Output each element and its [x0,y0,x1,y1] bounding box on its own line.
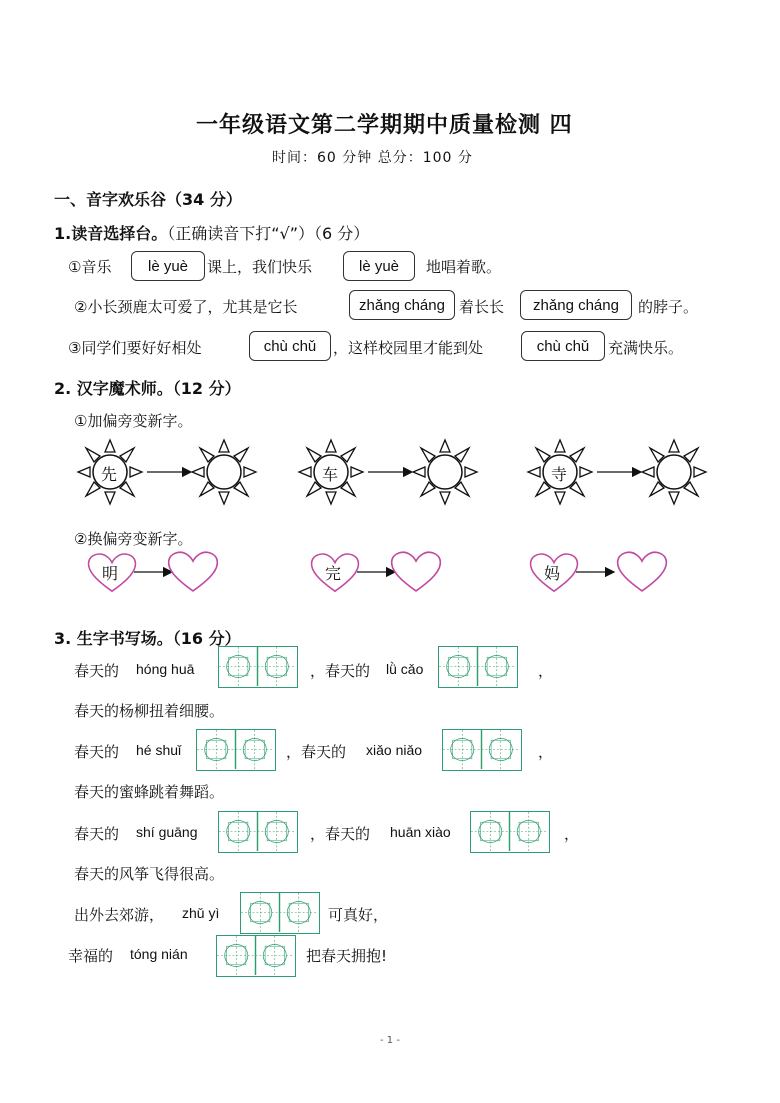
sun-character: 先 [101,465,118,484]
q1-line3-a: ③同学们要好好相处 [68,339,202,357]
q3-text: 可真好， [328,906,389,924]
q3-text: 春天的 [74,662,120,680]
q1-line2-b: 着长长 [459,298,505,316]
writing-grid[interactable] [438,646,518,688]
q3-text: ， [538,743,554,761]
q3-text: ，春天的 [286,743,347,761]
q3-text: 幸福的 [68,947,114,965]
question-1-title [54,221,369,244]
q3-text: 春天的风筝飞得很高。 [74,865,225,883]
pinyin-prompt: shí guāng [136,824,198,840]
heart-character: 完 [325,564,342,583]
q3-text: ，春天的 [310,825,371,843]
writing-grid[interactable] [196,729,276,771]
page-title: 一年级语文第二学期期中质量检测 四 [196,113,573,138]
q2-part1-label: ①加偏旁变新字。 [74,412,193,430]
arrow-icon [576,567,616,577]
q3-text: ， [538,662,554,680]
q1-line1-a: ①音乐 [68,258,112,276]
writing-grid[interactable] [218,646,298,688]
question-3-title: 3. 生字书写场。（16 分） [54,629,241,648]
pinyin-prompt: zhǔ yì [182,905,220,921]
heart-answer-box[interactable] [389,549,443,595]
q3-text: 春天的 [74,825,120,843]
heart-character: 妈 [544,564,561,583]
q3-text: ，春天的 [310,662,371,680]
pinyin-prompt: tóng nián [130,946,188,962]
q2-part2-label: ②换偏旁变新字。 [74,530,193,548]
pinyin-prompt: hóng huā [136,661,195,677]
section-heading: 一、音字欢乐谷（34 分） [54,190,242,209]
pinyin-prompt: hé shuǐ [136,742,182,758]
writing-grid[interactable] [442,729,522,771]
writing-grid[interactable] [216,935,296,977]
writing-grid[interactable] [218,811,298,853]
q1-line1-c: 地唱着歌。 [426,258,502,276]
q1-line1-b: 课上，我们快乐 [207,258,313,276]
q3-text: 出外去郊游， [74,906,165,924]
pinyin-choice-box[interactable]: lè yuè [343,251,415,281]
sun-character: 车 [322,465,339,484]
q3-text: 把春天拥抱! [306,947,388,965]
pinyin-prompt: lǜ cǎo [386,661,424,677]
writing-grid[interactable] [470,811,550,853]
sun-character: 寺 [551,465,568,484]
sun-answer-box[interactable] [405,432,485,512]
pinyin-choice-box[interactable]: lè yuè [131,251,205,281]
sun-answer-box[interactable] [184,432,264,512]
heart-answer-box[interactable] [615,549,669,595]
q1-line3-c: 充满快乐。 [608,339,684,357]
pinyin-choice-box[interactable]: zhǎng cháng [349,290,455,320]
q1-line2-a: ②小长颈鹿太可爱了，尤其是它长 [74,298,298,316]
q3-text: 春天的 [74,743,120,761]
q1-line3-b: ，这样校园里才能到处 [333,339,484,357]
pinyin-choice-box[interactable]: chù chǔ [249,331,331,361]
writing-grid[interactable] [240,892,320,934]
q3-text: 春天的蜜蜂跳着舞蹈。 [74,783,225,801]
page-subtitle: 时间：60 分钟 总分：100 分 [272,150,473,166]
pinyin-choice-box[interactable]: zhǎng cháng [520,290,632,320]
question-2-title: 2. 汉字魔术师。（12 分） [54,379,241,398]
question-1-label: 1.读音选择台。 [54,224,168,243]
pinyin-prompt: huān xiào [390,824,451,840]
page-number: - 1 - [380,1035,400,1046]
heart-answer-box[interactable] [166,549,220,595]
pinyin-prompt: xiǎo niǎo [366,742,423,758]
heart-character: 明 [102,564,119,583]
q1-line2-c: 的脖子。 [638,298,699,316]
sun-answer-box[interactable] [634,432,714,512]
q3-text: 春天的杨柳扭着细腰。 [74,702,225,720]
question-1-note: （正确读音下打“√”）（6 分） [167,224,370,243]
pinyin-choice-box[interactable]: chù chǔ [521,331,605,361]
q3-text: ， [564,825,580,843]
